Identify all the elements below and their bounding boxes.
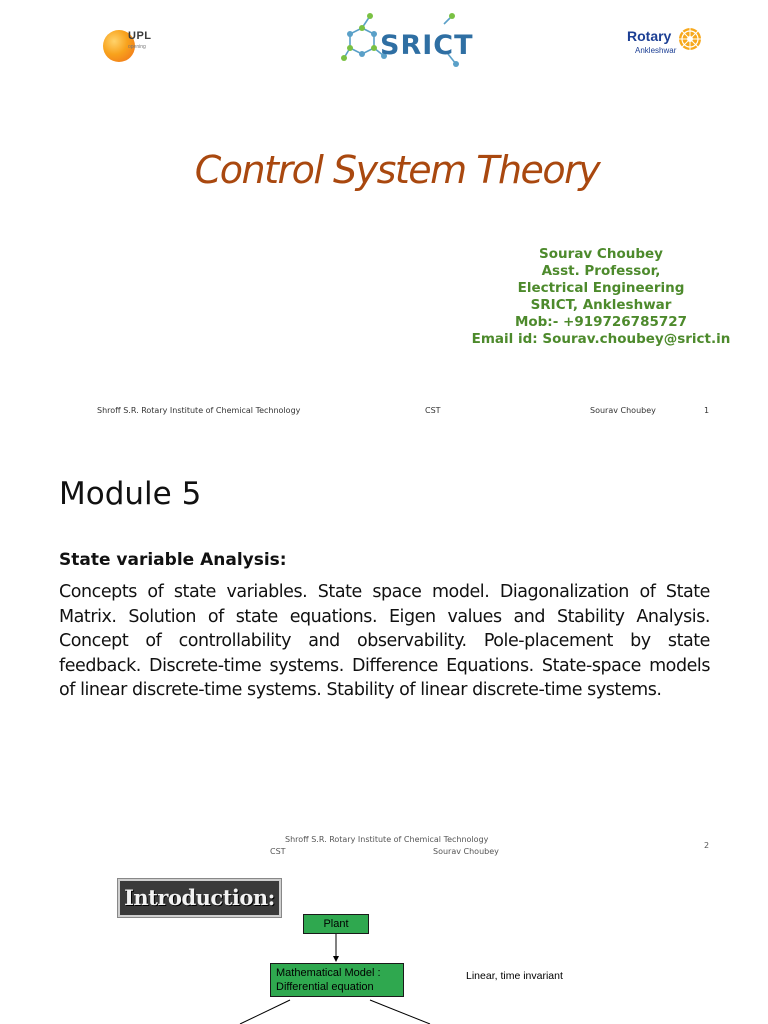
footer-institute: Shroff S.R. Rotary Institute of Chemical Technology [97,406,301,415]
srict-logo [340,10,480,72]
footer-course: CST [270,847,286,856]
model-line-2: Differential equation [276,981,374,993]
author-mobile: Mob:- +919726785727 [514,314,688,330]
rotary-logo [621,18,711,64]
mathematical-model-block [270,963,404,997]
footer-course: CST [425,406,441,415]
introduction-heading-text: Introduction: [124,885,275,910]
author-institute: SRICT, Ankleshwar [530,297,672,313]
footer-institute: Shroff S.R. Rotary Institute of Chemical Technology [285,835,489,844]
block-diagram-connectors [0,900,768,1024]
rotary-logo-text: Rotary [627,28,672,44]
footer-page-number: 2 [704,841,710,850]
section-heading: State variable Analysis: [59,550,287,570]
plant-block: Plant [303,914,369,934]
footer-author: Sourav Choubey [433,847,499,856]
model-note: Linear, time invariant [466,970,563,982]
author-department: Electrical Engineering [517,280,685,296]
footer-author: Sourav Choubey [590,406,656,415]
presentation-title: Control System Theory [194,148,600,192]
model-branch-left-line [240,1000,290,1024]
syllabus-text: Concepts of state variables. State space model. Diagonalization of State Matrix. Solution of state equations. Eigen values and Stability Analysis. Concept of controllability and observability. Pole-placement by state feedback. Discrete-time systems. Difference Equations. State-space models of linear discrete-time systems. Stability of linear discrete-time systems. [59,582,710,700]
author-designation: Asst. Professor, [541,263,661,279]
author-details [462,246,740,348]
model-branch-right-line [370,1000,430,1024]
rotary-wheel-icon [677,26,703,52]
upl-logo-subtext: opening [128,44,146,50]
srict-logo-text: SRICT [380,30,474,61]
arrow-head-icon [333,956,339,962]
module-title: Module 5 [59,476,202,512]
slide-1 [0,0,768,430]
upl-logo [100,26,164,66]
upl-logo-text: UPL [128,30,152,42]
rotary-logo-subtext: Ankleshwar [635,46,677,55]
model-line-1: Mathematical Model : [276,967,381,979]
author-name: Sourav Choubey [539,246,663,262]
author-email: Email id: Sourav.choubey@srict.in [471,331,731,347]
footer-page-number: 1 [704,406,710,415]
